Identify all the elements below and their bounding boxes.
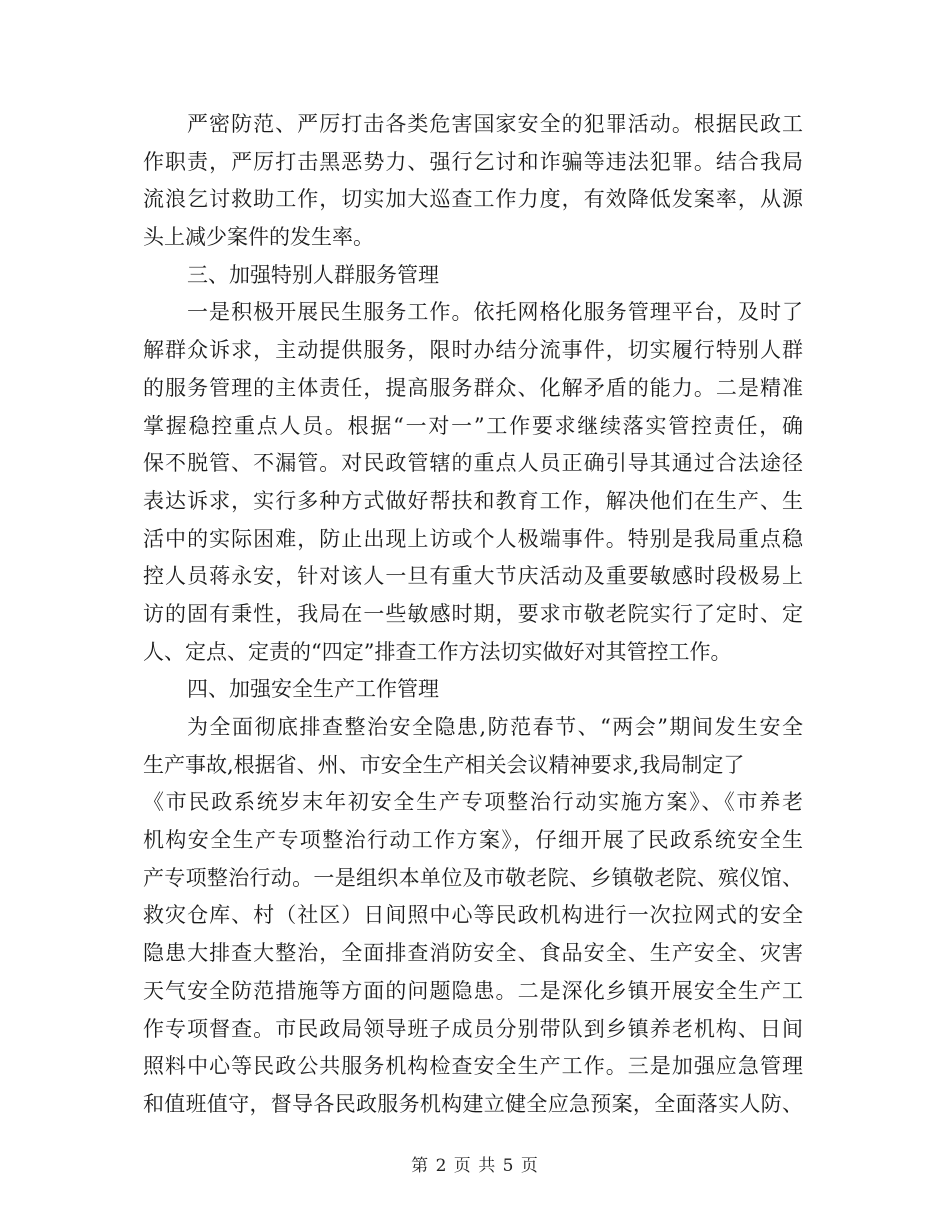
- text-line: 解群众诉求，主动提供服务，限时办结分流事件，切实履行特别人群: [143, 338, 803, 363]
- text-line: 和值班值守，督导各民政服务机构建立健全应急预案，全面落实人防、: [143, 1091, 803, 1116]
- text-line: 生产事故,根据省、州、市安全生产相关会议精神要求,我局制定了: [143, 752, 745, 777]
- text-line: 救灾仓库、村（社区）日间照中心等民政机构进行一次拉网式的安全: [143, 903, 803, 928]
- text-line: 掌握稳控重点人员。根据“一对一”工作要求继续落实管控责任，确: [143, 413, 803, 438]
- text-line: 的服务管理的主体责任，提高服务群众、化解矛盾的能力。二是精准: [143, 375, 803, 400]
- text-line: 控人员蒋永安，针对该人一旦有重大节庆活动及重要敏感时段极易上: [143, 564, 803, 589]
- page-footer: 第 2 页 共 5 页: [411, 1156, 539, 1176]
- text-line: 人、定点、定责的“四定”排查工作方法切实做好对其管控工作。: [143, 639, 732, 664]
- text-line: 活中的实际困难，防止出现上访或个人极端事件。特别是我局重点稳: [143, 526, 803, 551]
- text-line: 保不脱管、不漏管。对民政管辖的重点人员正确引导其通过合法途径: [143, 451, 803, 476]
- text-line: 天气安全防范措施等方面的问题隐患。二是深化乡镇开展安全生产工: [143, 978, 803, 1003]
- text-line: 为全面彻底排查整治安全隐患,防范春节、“两会”期间发生安全: [187, 715, 803, 739]
- document-body: [143, 106, 803, 1124]
- text-line: 照料中心等民政公共服务机构检查安全生产工作。三是加强应急管理: [143, 1054, 803, 1079]
- text-line: 机构安全生产专项整治行动工作方案》，仔细开展了民政系统安全生: [143, 828, 803, 853]
- text-line: 流浪乞讨救助工作，切实加大巡查工作力度，有效降低发案率，从源: [143, 187, 803, 212]
- text-line: 作职责，严厉打击黑恶势力、强行乞讨和诈骗等违法犯罪。结合我局: [143, 149, 803, 174]
- text-line: 表达诉求，实行多种方式做好帮扶和教育工作，解决他们在生产、生: [143, 488, 803, 513]
- text-line: 严密防范、严厉打击各类危害国家安全的犯罪活动。根据民政工: [187, 112, 803, 136]
- text-line: 产专项整治行动。一是组织本单位及市敬老院、乡镇敬老院、殡仪馆、: [143, 865, 803, 890]
- section-heading-4: 四、加强安全生产工作管理: [187, 677, 439, 702]
- text-line: 隐患大排查大整治，全面排查消防安全、食品安全、生产安全、灾害: [143, 941, 803, 966]
- text-line: 一是积极开展民生服务工作。依托网格化服务管理平台，及时了: [187, 300, 803, 325]
- text-line: 访的固有秉性，我局在一些敏感时期，要求市敬老院实行了定时、定: [143, 601, 803, 626]
- section-heading-3: 三、加强特别人群服务管理: [187, 262, 439, 287]
- text-line: 作专项督查。市民政局领导班子成员分别带队到乡镇养老机构、日间: [143, 1016, 803, 1041]
- text-line: 《市民政系统岁末年初安全生产专项整治行动实施方案》、《市养老: [143, 790, 803, 815]
- text-line: 头上减少案件的发生率。: [143, 225, 374, 250]
